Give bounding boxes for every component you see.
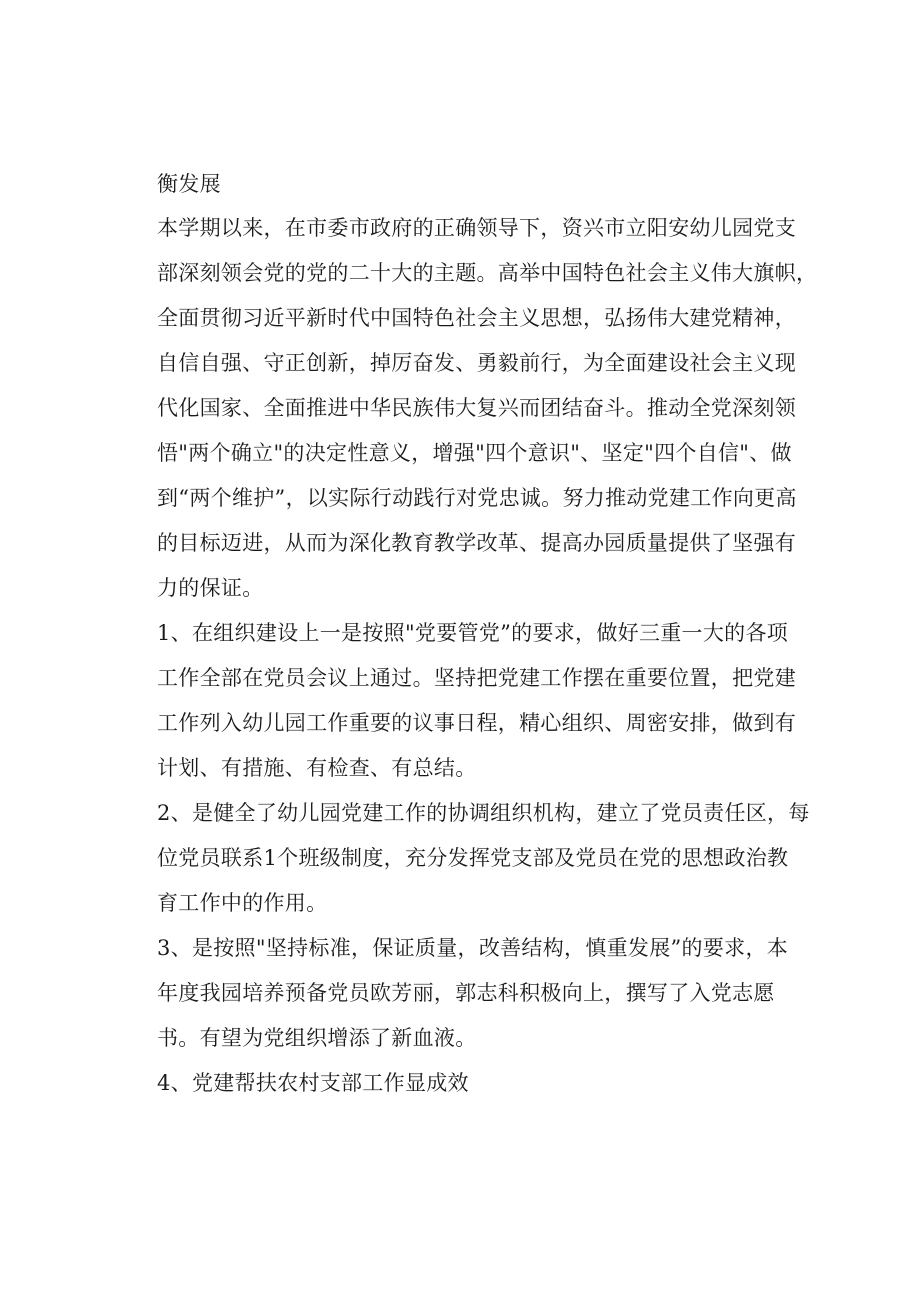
text-line: 全面贯彻习近平新时代中国特色社会主义思想，弘扬伟大建党精神，: [157, 306, 796, 330]
text-line: 书。有望为党组织增添了新血液。: [157, 1026, 477, 1050]
text-line: 到“两个维护”，以实际行动践行对党忠诚。努力推动党建工作向更高: [157, 486, 797, 510]
text-line: 衡发展: [157, 172, 221, 196]
text-line: 力的保证。: [157, 576, 264, 600]
text-line: 本学期以来，在市委市政府的正确领导下，资兴市立阳安幼儿园党支: [157, 216, 796, 240]
text-line: 的目标迈进，从而为深化教育教学改革、提高办园质量提供了坚强有: [157, 531, 796, 555]
text-line: 工作全部在党员会议上通过。坚持把党建工作摆在重要位置，把党建: [157, 666, 796, 690]
text-line: 自信自强、守正创新，掉厉奋发、勇毅前行，为全面建设社会主义现: [157, 351, 796, 375]
text-line: 4、党建帮扶农村支部工作显成效: [157, 1071, 469, 1095]
text-line: 计划、有措施、有检查、有总结。: [157, 756, 477, 780]
text-line: 年度我园培养预备党员欧芳丽，郭志科积极向上，撰写了入党志愿: [157, 981, 775, 1005]
text-line: 2、是健全了幼儿园党建工作的协调组织机构，建立了党员责任区，每: [157, 801, 810, 825]
text-line: 育工作中的作用。: [157, 891, 328, 915]
text-line: 工作列入幼儿园工作重要的议事日程，精心组织、周密安排，做到有: [157, 711, 796, 735]
text-line: 位党员联系1个班级制度，充分发挥党支部及党员在党的思想政治教: [157, 846, 789, 870]
text-line: 悟"两个确立"的决定性意义，增强"四个意识"、坚定"四个自信"、做: [157, 441, 792, 465]
text-line: 1、在组织建设上一是按照"党要管党”的要求，做好三重一大的各项: [157, 621, 789, 645]
text-line: 3、是按照"坚持标准，保证质量，改善结构，慎重发展”的要求，本: [157, 936, 789, 960]
text-line: 代化国家、全面推进中华民族伟大复兴而团结奋斗。推动全党深刻领: [157, 396, 796, 420]
text-line: 部深刻领会党的党的二十大的主题。高举中国特色社会主义伟大旗帜，: [157, 261, 818, 285]
